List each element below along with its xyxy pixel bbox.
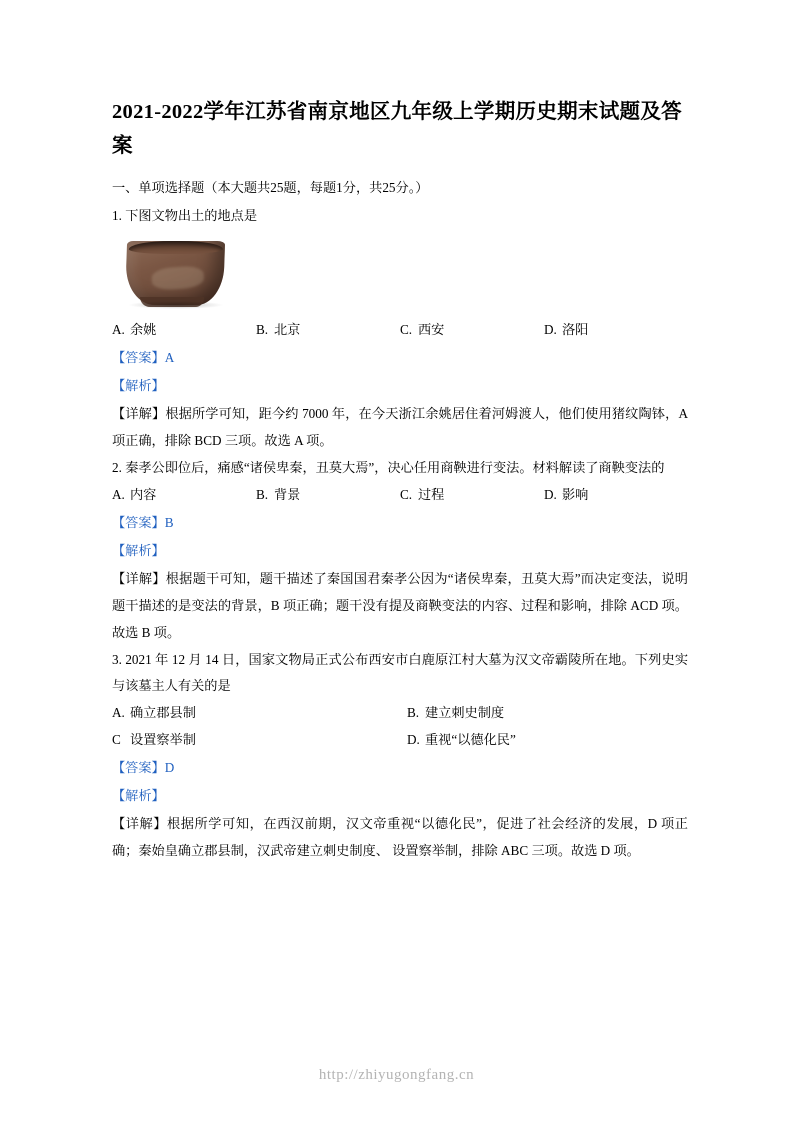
option-d[interactable]: D. 重视“以德化民” (407, 732, 516, 747)
option-b[interactable]: B. 背景 (256, 487, 301, 502)
answer-label: 【答案】 (112, 515, 165, 530)
answer-value: A (164, 350, 175, 365)
analysis-label: 【解析】 (112, 378, 165, 393)
question-stem (112, 647, 688, 699)
option-c[interactable]: C 设置察举制 (112, 732, 196, 747)
analysis-label: 【解析】 (112, 543, 165, 558)
option-c[interactable]: C. 过程 (400, 487, 445, 502)
option-a[interactable]: A. 内容 (112, 487, 157, 502)
pottery-bowl-body (125, 241, 225, 305)
option-b[interactable]: B. 建立刺史制度 (407, 705, 505, 720)
answer-line (112, 754, 688, 781)
answer-line (112, 344, 688, 371)
answer-line (112, 509, 688, 536)
pottery-bowl-shadow (128, 301, 224, 309)
question-text: 秦孝公即位后，痛感“诸侯卑秦，丑莫大焉”，决心任用商鞅进行变法。材料解读了商鞅变法的 (125, 460, 665, 475)
option-d[interactable]: D. 洛阳 (544, 322, 589, 337)
page-title: 2021-2022学年江苏省南京地区九年级上学期历史期末试题及答案 (112, 101, 682, 157)
question-number: 1. (112, 208, 122, 223)
question-text: 下图文物出土的地点是 (125, 208, 258, 223)
analysis-detail: 【详解】根据所学可知，在西汉前期，汉文帝重视“以德化民”，促进了社会经济的发展，D 项正确；秦始皇确立郡县制，汉武帝建立刺史制度、 设置察举制，排除 ABC 三项。故选 D 项。 (112, 816, 688, 858)
analysis-detail: 【详解】根据所学可知，距今约 7000 年，在今天浙江余姚居住着河姆渡人，他们使用猪纹陶钵，A 项正确，排除 BCD 三项。故选 A 项。 (112, 406, 688, 448)
question-stem (112, 203, 688, 229)
question-number: 3. (112, 652, 122, 667)
option-list (112, 317, 688, 343)
question-figure (118, 233, 688, 311)
answer-value: B (164, 515, 174, 530)
option-list (112, 482, 688, 508)
option-c[interactable]: C. 西安 (400, 322, 445, 337)
answer-label: 【答案】 (112, 350, 165, 365)
pottery-bowl-image (118, 233, 236, 311)
section-heading: 一、单项选择题（本大题共25题，每题1分，共25分。） (112, 180, 429, 195)
footer-watermark-url: http://zhiyugongfang.cn (318, 1067, 475, 1083)
option-list (112, 700, 688, 726)
question-text: 2021 年 12 月 14 日，国家文物局正式公布西安市白鹿原江村大墓为汉文帝霸陵所在地。下列史实与该墓主人有关的是 (112, 652, 689, 693)
option-b[interactable]: B. 北京 (256, 322, 301, 337)
option-d[interactable]: D. 影响 (544, 487, 589, 502)
option-list (112, 727, 688, 753)
question-stem (112, 455, 688, 481)
answer-value: D (164, 760, 175, 775)
answer-label: 【答案】 (112, 760, 165, 775)
option-a[interactable]: A. 余姚 (112, 322, 157, 337)
question-number: 2. (112, 460, 122, 475)
option-a[interactable]: A. 确立郡县制 (112, 705, 196, 720)
analysis-detail: 【详解】根据题干可知，题干描述了秦国国君秦孝公因为“诸侯卑秦，丑莫大焉”而决定变法，说明题干描述的是变法的背景，B 项正确；题干没有提及商鞅变法的内容、过程和影响，排除 ACD 项。故选 B 项。 (112, 571, 688, 640)
analysis-label: 【解析】 (112, 788, 165, 803)
